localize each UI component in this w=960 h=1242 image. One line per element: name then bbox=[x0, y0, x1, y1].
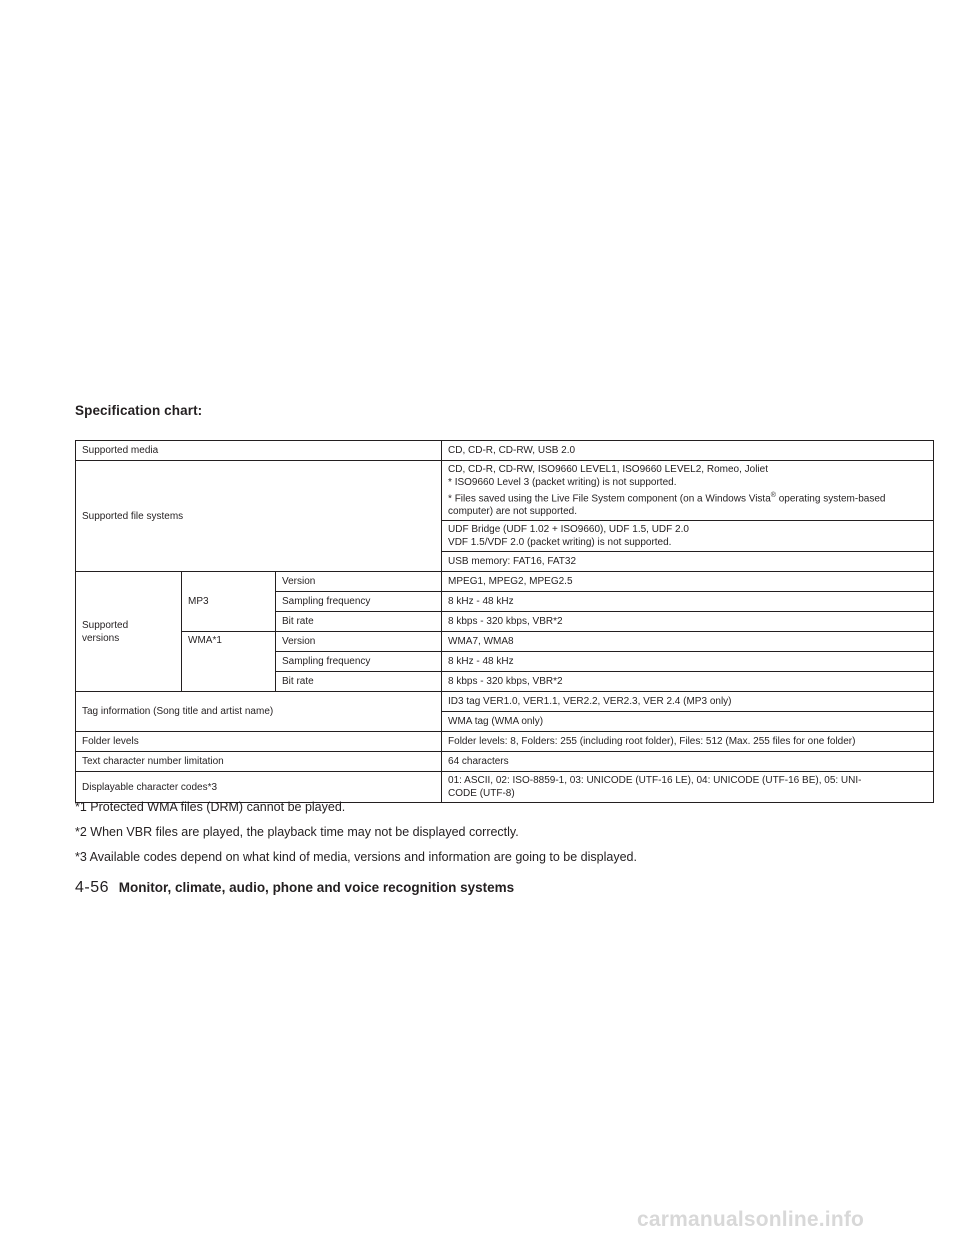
row-label: Tag information (Song title and artist name) bbox=[76, 692, 442, 732]
value-cell: 8 kbps - 320 kbps, VBR*2 bbox=[442, 672, 934, 692]
row-label: Displayable character codes*3 bbox=[76, 772, 442, 803]
table-row bbox=[76, 441, 934, 461]
cd-note-1: * ISO9660 Level 3 (packet writing) is not supported. bbox=[448, 477, 677, 488]
row-value: WMA tag (WMA only) bbox=[442, 712, 934, 732]
value-cell: 8 kHz - 48 kHz bbox=[442, 592, 934, 612]
row-label: Supported media bbox=[76, 441, 442, 461]
table-row bbox=[76, 572, 934, 592]
cd-filesystems: CD, CD-R, CD-RW, ISO9660 LEVEL1, ISO9660 LEVEL2, Romeo, Joliet bbox=[448, 464, 768, 475]
cd-note-2-cont: computer) are not supported. bbox=[448, 506, 577, 518]
versions-label bbox=[76, 572, 182, 692]
row-label: Folder levels bbox=[76, 732, 442, 752]
wma-label: WMA*1 bbox=[182, 632, 276, 692]
param-cell: Version bbox=[276, 632, 442, 652]
row-value: ID3 tag VER1.0, VER1.1, VER2.2, VER2.3, VER 2.4 (MP3 only) bbox=[442, 692, 934, 712]
value-cell: 8 kHz - 48 kHz bbox=[442, 652, 934, 672]
row-value bbox=[442, 772, 934, 803]
section-title: Specification chart: bbox=[75, 403, 203, 418]
versions-label-line1: Supported bbox=[82, 619, 129, 631]
specification-table bbox=[75, 440, 934, 803]
param-cell: Sampling frequency bbox=[276, 652, 442, 672]
footnote-3: *3 Available codes depend on what kind of media, versions and information are going to be displayed. bbox=[75, 850, 637, 864]
footnote-1: *1 Protected WMA files (DRM) cannot be played. bbox=[75, 800, 346, 814]
row-label: Text character number limitation bbox=[76, 752, 442, 772]
value-cell: WMA7, WMA8 bbox=[442, 632, 934, 652]
char-codes-line2: CODE (UTF-8) bbox=[448, 788, 515, 800]
table-row bbox=[76, 461, 934, 521]
udf-filesystems: UDF Bridge (UDF 1.02 + ISO9660), UDF 1.5, UDF 2.0 bbox=[448, 524, 689, 536]
param-cell: Bit rate bbox=[276, 612, 442, 632]
row-value bbox=[442, 461, 934, 521]
value-cell: 8 kbps - 320 kbps, VBR*2 bbox=[442, 612, 934, 632]
value-cell: MPEG1, MPEG2, MPEG2.5 bbox=[442, 572, 934, 592]
row-label bbox=[76, 461, 442, 572]
registered-mark: ® bbox=[770, 492, 776, 499]
file-systems-label: Supported file systems bbox=[82, 510, 184, 522]
watermark: carmanualsonline.info bbox=[637, 1208, 865, 1231]
cd-note-2-part2: operating system-based bbox=[775, 493, 886, 505]
row-value: CD, CD-R, CD-RW, USB 2.0 bbox=[442, 441, 934, 461]
table-row bbox=[76, 692, 934, 712]
table-row bbox=[76, 632, 934, 652]
page-footer bbox=[75, 879, 514, 897]
mp3-label: MP3 bbox=[182, 572, 276, 632]
cd-note-2-part1: * Files saved using the Live File System component (on a Windows Vista bbox=[448, 493, 771, 505]
row-value: USB memory: FAT16, FAT32 bbox=[442, 552, 934, 572]
table-row bbox=[76, 772, 934, 803]
row-value: 64 characters bbox=[442, 752, 934, 772]
udf-note: VDF 1.5/VDF 2.0 (packet writing) is not supported. bbox=[448, 537, 672, 549]
page-number: 4-56 bbox=[75, 879, 110, 896]
versions-label-line2: versions bbox=[82, 632, 120, 644]
param-cell: Sampling frequency bbox=[276, 592, 442, 612]
table-row bbox=[76, 732, 934, 752]
char-codes-line1: 01: ASCII, 02: ISO-8859-1, 03: UNICODE (UTF-16 LE), 04: UNICODE (UTF-16 BE), 05: UNI- bbox=[448, 775, 862, 787]
row-value: Folder levels: 8, Folders: 255 (including root folder), Files: 512 (Max. 255 files for one folder) bbox=[442, 732, 934, 752]
footnotes bbox=[75, 800, 637, 875]
footnote-2: *2 When VBR files are played, the playback time may not be displayed correctly. bbox=[75, 825, 519, 839]
row-value bbox=[442, 521, 934, 552]
chapter-title: Monitor, climate, audio, phone and voice recognition systems bbox=[118, 880, 515, 895]
param-cell: Version bbox=[276, 572, 442, 592]
param-cell: Bit rate bbox=[276, 672, 442, 692]
table-row bbox=[76, 752, 934, 772]
cd-note-2 bbox=[448, 489, 926, 505]
